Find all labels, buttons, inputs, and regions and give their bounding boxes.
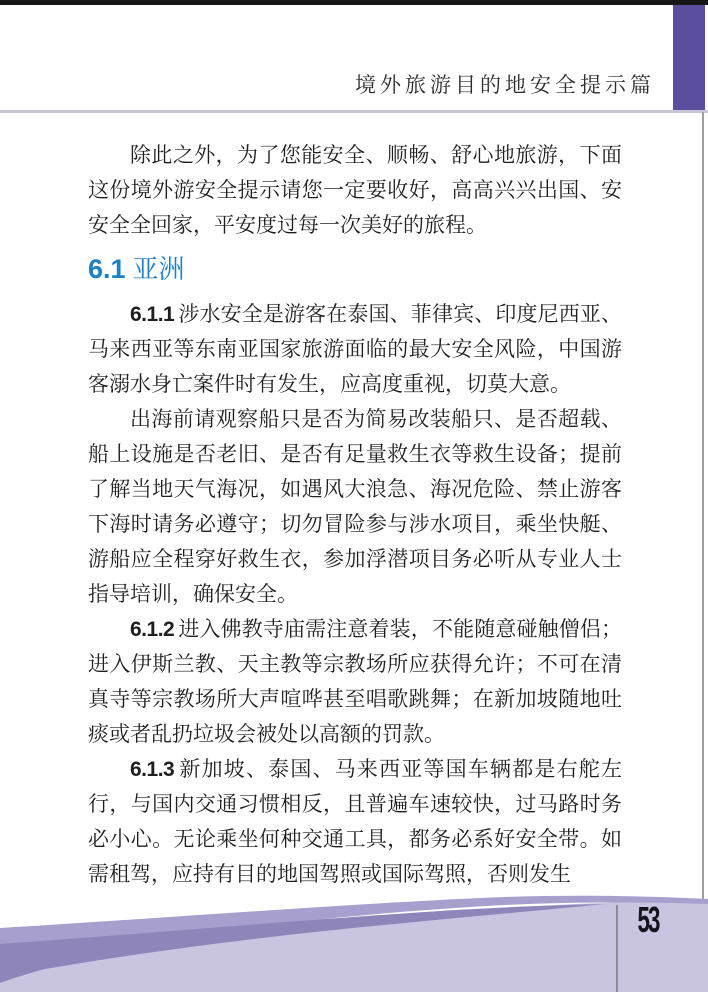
paragraph-text: 新加坡、泰国、马来西亚等国车辆都是右舵左行，与国内交通习惯相反，且普遍车速较快，过马路时务必小心。无论乘坐何种交通工具，都务必系好安全带。如需租驾，应持有目的地国驾照或国际驾照，否则发生 (88, 757, 622, 886)
section-heading-number: 6.1 (88, 254, 126, 284)
page-right-border (702, 112, 704, 904)
paragraph (88, 138, 622, 243)
paragraph (88, 297, 622, 402)
paragraph-number: 6.1.2 (130, 618, 175, 641)
paragraph (88, 612, 622, 752)
page-header-title: 境外旅游目的地安全提示篇 (355, 73, 655, 97)
paragraph-text: 出海前请观察船只是否为简易改装船只、是否超载、船上设施是否老旧、是否有足量救生衣等救生设备；提前了解当地天气海况，如遇风大浪急、海况危险、禁止游客下海时请务必遵守；切勿冒险参与涉水项目，乘坐快艇、游船应全程穿好救生衣，参加浮潜项目务必听从专业人士指导培训，确保安全。 (88, 407, 622, 606)
paragraph-number: 6.1.1 (130, 303, 175, 326)
page-number: 53 (637, 899, 659, 940)
paragraph (88, 752, 622, 892)
paragraph-number: 6.1.3 (130, 758, 175, 781)
paragraph (88, 402, 622, 612)
header-rule (0, 110, 708, 113)
footer-divider-line (616, 905, 618, 992)
paragraph-text: 除此之外，为了您能安全、顺畅、舒心地旅游，下面这份境外游安全提示请您一定要收好，高高兴兴出国、安安全全回家，平安度过每一次美好的旅程。 (88, 143, 622, 237)
footer (0, 892, 708, 992)
footer-wave-graphic (0, 892, 708, 992)
section-heading-title: 亚洲 (132, 255, 185, 284)
corner-accent-bar (673, 5, 705, 110)
body-content (88, 138, 622, 892)
paragraph-text: 进入佛教寺庙需注意着装，不能随意碰触僧侣；进入伊斯兰教、天主教等宗教场所应获得允许；不可在清真寺等宗教场所大声喧哗甚至唱歌跳舞；在新加坡随地吐痰或者乱扔垃圾会被处以高额的罚款。 (88, 617, 622, 746)
section-heading (88, 252, 622, 288)
scan-edge-strip (0, 0, 708, 5)
paragraph-text: 涉水安全是游客在泰国、菲律宾、印度尼西亚、马来西亚等东南亚国家旅游面临的最大安全风险，中国游客溺水身亡案件时有发生，应高度重视，切莫大意。 (88, 302, 622, 396)
